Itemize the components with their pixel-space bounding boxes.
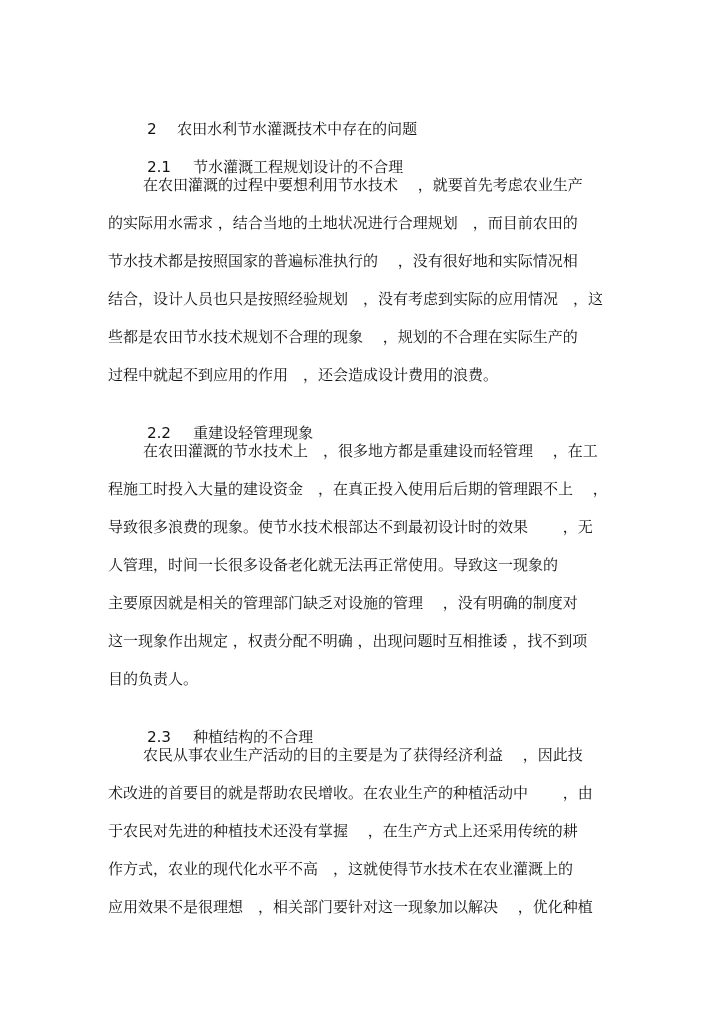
paragraph-line: 作方式，农业的现代化水平不高 ，这就使得节水技术在农业灌溉上的	[108, 860, 574, 878]
paragraph-line: 应用效果不是很理想 ，相关部门要针对这一现象加以解决 ，优化种植	[108, 898, 593, 916]
paragraph-line: 节水技术都是按照国家的普遍标准执行的 ，没有很好地和实际情况相	[108, 252, 578, 270]
paragraph-line: 术改进的首要目的就是帮助农民增收。在农业生产的种植活动中 ，由	[108, 784, 593, 802]
paragraph-line: 目的负责人。	[108, 670, 199, 688]
paragraph-line: 的实际用水需求 ，结合当地的土地状况进行合理规划 ，而目前农田的	[108, 214, 578, 232]
section-title: 种植结构的不合理	[193, 728, 314, 746]
section-number: 2	[147, 120, 157, 138]
section-title: 重建设轻管理现象	[193, 424, 314, 442]
paragraph-line: 主要原因就是相关的管理部门缺乏对设施的管理 ，没有明确的制度对	[108, 594, 578, 612]
paragraph-line: 于农民对先进的种植技术还没有掌握 ，在生产方式上还采用传统的耕	[108, 822, 578, 840]
section-number: 2.2	[147, 424, 171, 442]
section-title: 节水灌溉工程规划设计的不合理	[193, 158, 404, 176]
paragraph-line: 结合，设计人员也只是按照经验规划 ，没有考虑到实际的应用情况 ，这	[108, 290, 604, 308]
paragraph-line: 导致很多浪费的现象。使节水技术根部达不到最初设计时的效果 ，无	[108, 518, 593, 536]
paragraph-line: 程施工时投入大量的建设资金 ，在真正投入使用后后期的管理跟不上 ，	[108, 480, 608, 498]
paragraph-line: 过程中就起不到应用的作用 ，还会造成设计费用的浪费。	[108, 366, 499, 384]
paragraph-line: 农民从事农业生产活动的目的主要是为了获得经济利益 ，因此技	[143, 746, 583, 764]
paragraph-line: 在农田灌溉的节水技术上 ，很多地方都是重建设而轻管理 ，在工	[143, 442, 598, 460]
paragraph-line: 人管理，时间一长很多设备老化就无法再正常使用。导致这一现象的	[108, 556, 559, 574]
paragraph-line: 在农田灌溉的过程中要想利用节水技术 ，就要首先考虑农业生产	[143, 176, 583, 194]
section-number: 2.1	[147, 158, 171, 176]
paragraph-line: 些都是农田节水技术规划不合理的现象 ，规划的不合理在实际生产的	[108, 328, 578, 346]
section-title: 农田水利节水灌溉技术中存在的问题	[177, 120, 418, 138]
paragraph-line: 这一现象作出规定 ，权责分配不明确 ，出现问题时互相推诿 ，找不到项	[108, 632, 588, 650]
section-number: 2.3	[147, 728, 171, 746]
